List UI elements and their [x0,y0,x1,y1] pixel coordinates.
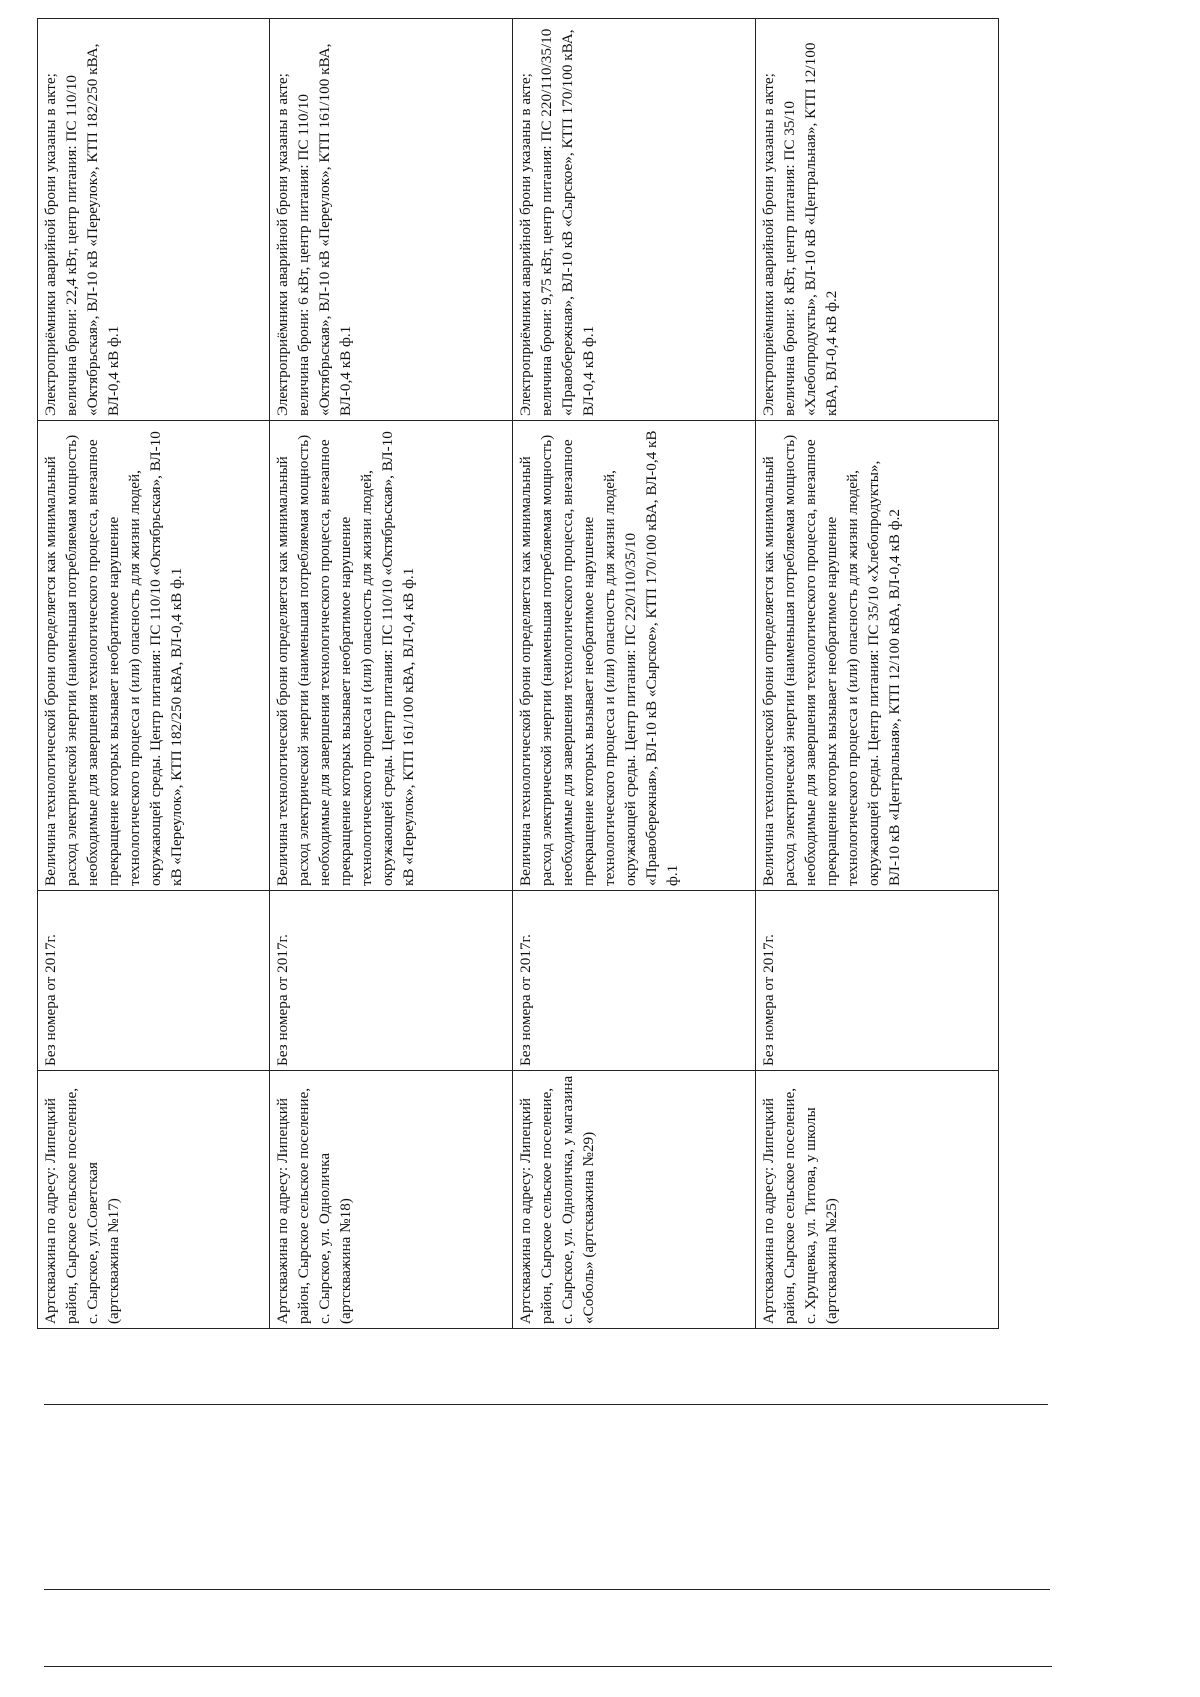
emergency-reserve-cell: Электроприёмники аварийной брони указаны в акте; величина брони: 6 кВт, центр питания: ПС 110/10 «Октябрьская», ВЛ-10 кВ «Переулок», КТП 161/100 кВА, ВЛ-0,4 кВ ф.1 [270,19,513,421]
object-address-cell: Артскважина по адресу: Липецкий район, Сырское сельское поселение, с. Сырское, ул. Одноличка, у магазина «Соболь» (артскважина №29) [513,1071,756,1329]
table-row [756,19,999,1329]
object-address-cell: Артскважина по адресу: Липецкий район, Сырское сельское поселение, с. Хрущевка, ул. Титова, у школы (артскважина №25) [756,1071,999,1329]
act-number-cell: Без номера от 2017г. [270,891,513,1071]
technological-reserve-cell: Величина технологической брони определяется как минимальный расход электрической энергии (наименьшая потребляемая мощность) необходимые для завершения технологического процесса, внезапное прекращение которых вызывает необратимое нарушение технологического процесса и (или) опасность для жизни людей, окружающей среды. Центр питания: ПС 220/110/35/10 «Правобережная», ВЛ-10 кВ «Сырское», КТП 170/100 кВА, ВЛ-0,4 кВ ф.1 [513,421,756,891]
divider-line [44,1404,1048,1405]
act-number-cell: Без номера от 2017г. [756,891,999,1071]
divider-line [44,1589,1050,1590]
table-row [38,19,270,1329]
technological-reserve-cell: Величина технологической брони определяется как минимальный расход электрической энергии (наименьшая потребляемая мощность) необходимые для завершения технологического процесса, внезапное прекращение которых вызывает необратимое нарушение технологического процесса и (или) опасность для жизни людей, окружающей среды. Центр питания: ПС 35/10 «Хлебопродукты», ВЛ-10 кВ «Центральная», КТП 12/100 кВА, ВЛ-0,4 кВ ф.2 [756,421,999,891]
emergency-reserve-cell: Электроприёмники аварийной брони указаны в акте; величина брони: 8 кВт, центр питания: ПС 35/10 «Хлебопродукты», ВЛ-10 кВ «Центральная», КТП 12/100 кВА, ВЛ-0,4 кВ ф.2 [756,19,999,421]
emergency-reserve-cell: Электроприёмники аварийной брони указаны в акте; величина брони: 9,75 кВт, центр питания: ПС 220/110/35/10 «Правобережная», ВЛ-10 кВ «Сырское», КТП 170/100 кВА, ВЛ-0,4 кВ ф.1 [513,19,756,421]
act-number-cell: Без номера от 2017г. [38,891,270,1071]
act-number-cell: Без номера от 2017г. [513,891,756,1071]
table-row [270,19,513,1329]
object-address-cell: Артскважина по адресу: Липецкий район, Сырское сельское поселение, с. Сырское, ул.Советская (артскважина №17) [38,1071,270,1329]
reserve-table [37,18,999,1329]
divider-line [44,1666,1052,1667]
technological-reserve-cell: Величина технологической брони определяется как минимальный расход электрической энергии (наименьшая потребляемая мощность) необходимые для завершения технологического процесса, внезапное прекращение которых вызывает необратимое нарушение технологического процесса и (или) опасность для жизни людей, окружающей среды. Центр питания: ПС 110/10 «Октябрьская», ВЛ-10 кВ «Переулок», КТП 161/100 кВА, ВЛ-0,4 кВ ф.1 [270,421,513,891]
technological-reserve-cell: Величина технологической брони определяется как минимальный расход электрической энергии (наименьшая потребляемая мощность) необходимые для завершения технологического процесса, внезапное прекращение которых вызывает необратимое нарушение технологического процесса и (или) опасность для жизни людей, окружающей среды. Центр питания: ПС 110/10 «Октябрьская», ВЛ-10 кВ «Переулок», КТП 182/250 кВА, ВЛ-0,4 кВ ф.1 [38,421,270,891]
table-row [513,19,756,1329]
object-address-cell: Артскважина по адресу: Липецкий район, Сырское сельское поселение, с. Сырское, ул. Одноличка (артскважина №18) [270,1071,513,1329]
emergency-reserve-cell: Электроприёмники аварийной брони указаны в акте; величина брони: 22,4 кВт, центр питания: ПС 110/10 «Октябрьская», ВЛ-10 кВ «Переулок», КТП 182/250 кВА, ВЛ-0,4 кВ ф.1 [38,19,270,421]
